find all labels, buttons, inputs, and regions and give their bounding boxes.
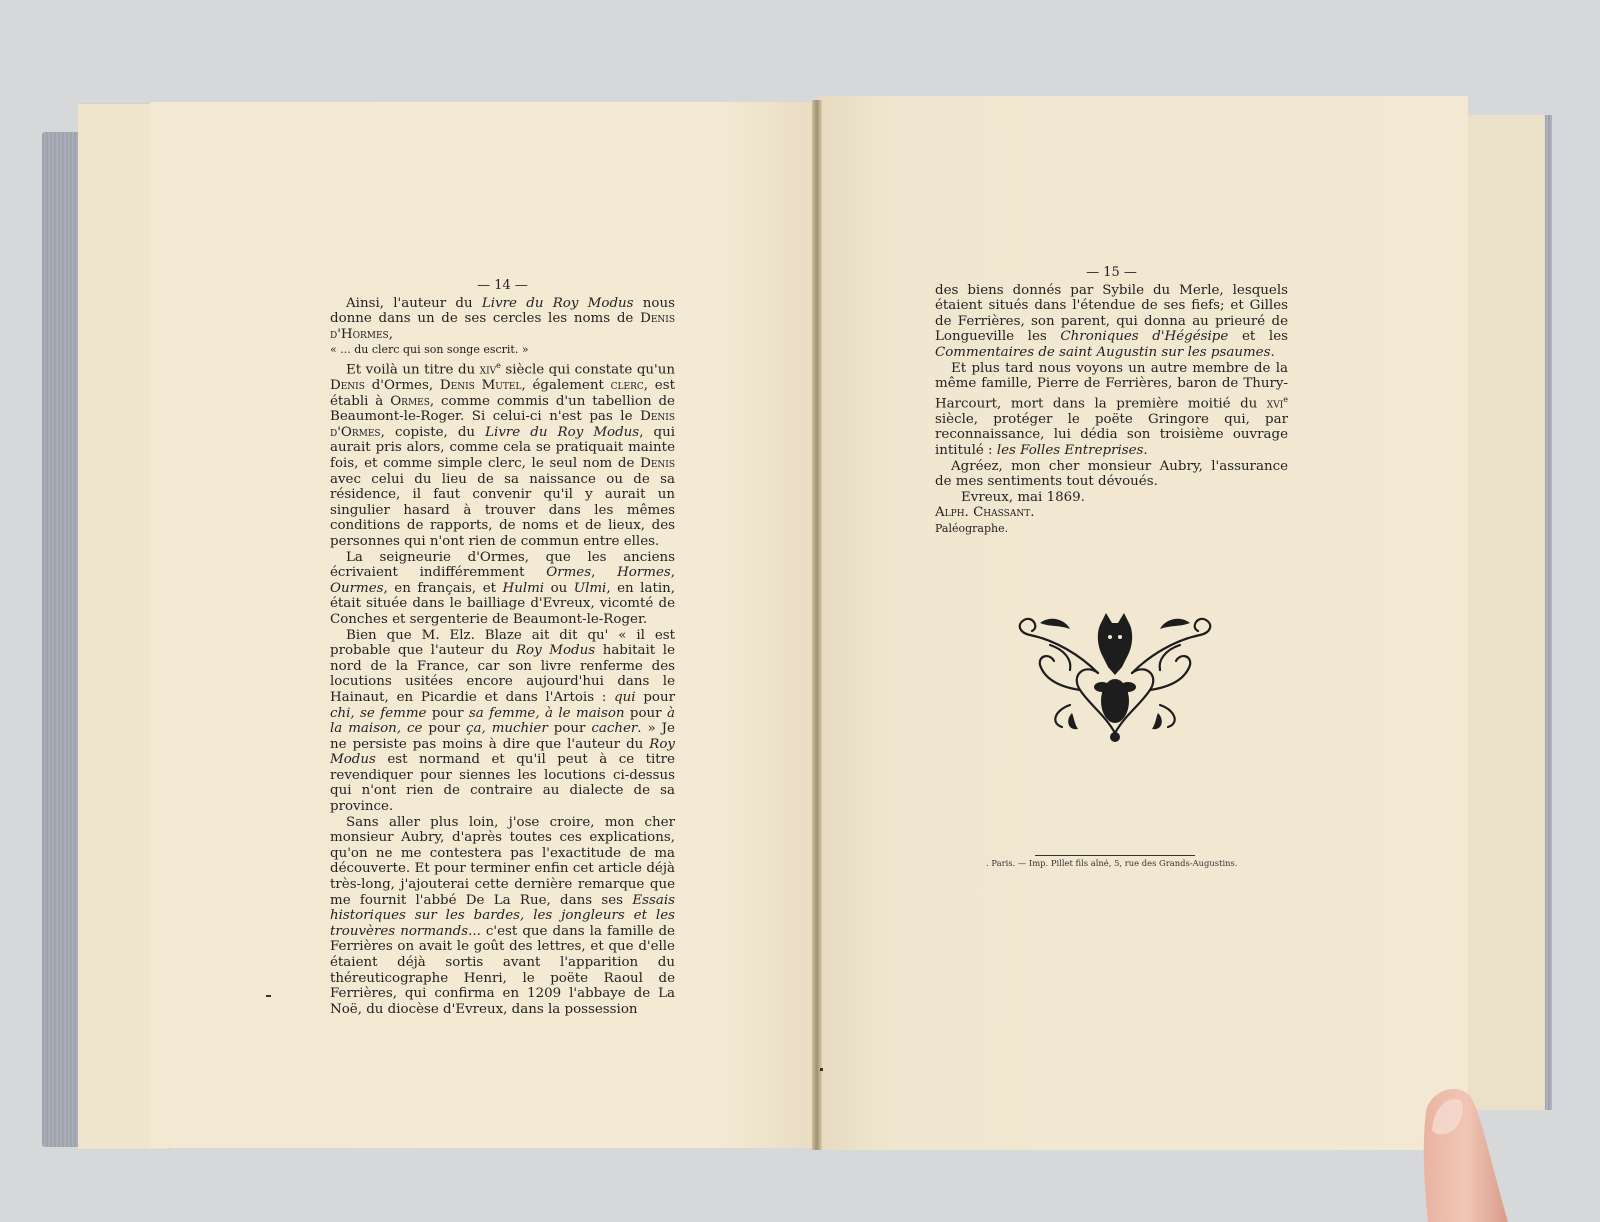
italic-text: Livre du Roy Modus [485,424,640,440]
left-page-paragraphs [330,296,675,1018]
text-run: , comme commis d'un tabellion de Beaumont-le-Roger. Si celui-ci n'est pas le [330,393,675,425]
small-caps-text: xiv [479,362,497,378]
italic-text: cacher [591,721,638,737]
right-leaf-edges [1455,115,1545,1110]
small-caps-text: Denis d'Ormes [330,409,675,440]
text-run: siècle qui constate qu'un [500,362,675,378]
closing-salutation: Agréez, mon cher monsieur Aubry, l'assurance de mes sentiments tout dévoués. [935,458,1288,490]
text-run: est normand et qu'il peut à ce titre revendiquer pour siennes les locutions ci-dessus qui n'ont rien de contraire au dialecte de sa province. [330,752,675,815]
text-run: , [670,565,676,581]
italic-text: Ormes [546,565,592,581]
italic-text: Ulmi [573,580,607,596]
printer-imprint: . Paris. — Imp. Pillet fils aîné, 5, rue des Grands-Augustins. [986,858,1238,868]
text-run: Et plus tard nous voyons un autre membre de la même famille, Pierre de Ferrières, baron de Thury-Harcourt, mort dans la première moitié du [935,360,1288,412]
ink-speck [820,1068,823,1071]
author-signature: Alph. Chassant. [935,505,1035,521]
text-run: , en français, et [383,580,503,596]
italic-text: Hulmi [502,580,545,596]
italic-text: qui [614,689,636,705]
author-title: Paléographe. [935,521,1009,535]
right-page-text [935,265,1288,537]
text-run: . [1270,344,1275,360]
right-page-paragraphs [935,283,1288,459]
text-run: pour [422,721,466,737]
text-run: ou [544,580,574,596]
paragraph [330,358,675,550]
paragraph [935,283,1288,361]
text-run: e [1283,394,1288,404]
small-caps-text: clerc [610,378,644,394]
text-run: pour [547,721,592,737]
small-caps-text: Denis Mutel [439,378,522,394]
text-run: avec celui du lieu de sa naissance ou de sa résidence, il faut convenir qu'il y aurait un singulier hasard à trouver dans les mêmes conditions de rapports, de noms et de lieux, des personnes qui n'ont rien de commun entre elles. [330,471,675,549]
left-page-text [330,278,675,1017]
italic-text: Livre du Roy Modus [481,295,634,311]
text-run: pour [635,689,675,705]
small-caps-text: Denis d'Hormes [330,311,675,342]
italic-text: à la maison, ce [330,705,675,737]
italic-text: Hormes [617,565,671,581]
italic-text: Chroniques d'Hégésipe [1060,329,1229,345]
text-run: Bien que M. Elz. Blaze ait dit qu' « il est probable que l'auteur du [330,627,675,659]
floral-ornament-icon [1010,605,1220,745]
text-run: , [591,565,618,581]
paragraph [935,361,1288,459]
small-caps-text: xvi [1266,396,1284,412]
italic-text: Roy Modus [515,643,596,659]
page-number-15: — 15 — [1086,265,1137,280]
imprint-rule [1035,855,1195,856]
finger-icon [1418,1082,1528,1222]
text-run: , [388,326,393,342]
text-run: c'est que dans la famille de Ferrières on avait le goût des lettres, et que d'elle étaient déjà sortis avant l'apparition du théreuticographe Henri, le poëte Raoul de Ferrières, qui confirma en 1209 l'abbaye de La Noë, du diocèse d'Evreux, dans la possession [330,923,675,1017]
paragraph [330,296,675,343]
text-run: pour [426,705,469,721]
text-run: Et voilà un titre du [346,362,480,378]
paragraph [330,815,675,1018]
text-run: Ainsi, l'auteur du [346,295,482,311]
page-number-14: — 14 — [477,278,528,293]
book-gutter [812,100,822,1150]
text-run: Sans aller plus loin, j'ose croire, mon cher monsieur Aubry, d'après toutes ces explications, qu'on ne me contestera pas l'exactitude de ma découverte. Et pour terminer enfin cet article déjà très-long, j'ajouterai cette dernière remarque que me fournit l'abbé De La Rue, dans ses [330,814,675,908]
text-run: d'Ormes, [364,378,440,394]
text-run: . [1143,443,1148,458]
text-run: et les [1228,329,1288,345]
text-run: habitait le nord de la France, car son livre renferme des locutions usitées encore aujourd'hui dans le Hainaut, en Picardie et dans l'Artois : [330,643,675,705]
italic-text: Ourmes [330,580,384,596]
text-run: siècle, protéger le poëte Gringore qui, par reconnaissance, lui dédia son troisième ouvrage intitulé : [935,411,1288,458]
text-run: . » Je ne persiste pas moins à dire que l'auteur du [330,721,675,752]
paragraph [330,550,675,628]
text-run: , en latin, était située dans le bailliage d'Evreux, vicomté de Conches et sergenterie de Beaumont-le-Roger. [330,580,675,627]
quotation: « ... du clerc qui son songe escrit. » [330,343,529,357]
italic-text: Essais historiques sur les bardes, les jongleurs et les trouvères normands... [330,892,675,939]
place-and-date: Evreux, mai 1869. [961,489,1085,505]
small-caps-text: Ormes [390,393,430,409]
text-run: des biens donnés par Sybile du Merle, lesquels étaient situés dans l'étendue de ses fiefs; et Gilles de Ferrières, son parent, qui donna au prieuré de Longueville les [935,282,1288,345]
ink-speck [266,995,271,997]
italic-text: Commentaires de saint Augustin sur les psaumes [935,344,1271,360]
small-caps-text: Denis [330,378,365,394]
text-run: , qui aurait pris alors, comme cela se pratiquait mainte fois, et comme simple clerc, le seul nom de [330,424,675,471]
small-caps-text: Denis [640,456,675,471]
italic-text: chi, se femme [330,705,427,721]
paragraph [330,628,675,815]
text-run: La seigneurie d'Ormes, que les anciens écrivaient indifféremment [330,549,675,581]
italic-text: sa femme, à le maison [468,705,625,721]
text-run: pour [624,705,667,721]
text-run: e [496,360,501,370]
italic-text: les Folles Entreprises [996,443,1144,458]
italic-text: Roy Modus [330,736,675,768]
italic-text: ça, muchier [466,721,548,737]
text-run: nous donne dans un de ses cercles les noms de [330,295,675,327]
text-run: , copiste, du [380,424,486,440]
text-run: , également [521,378,611,394]
text-run: , est établi à [330,378,675,409]
